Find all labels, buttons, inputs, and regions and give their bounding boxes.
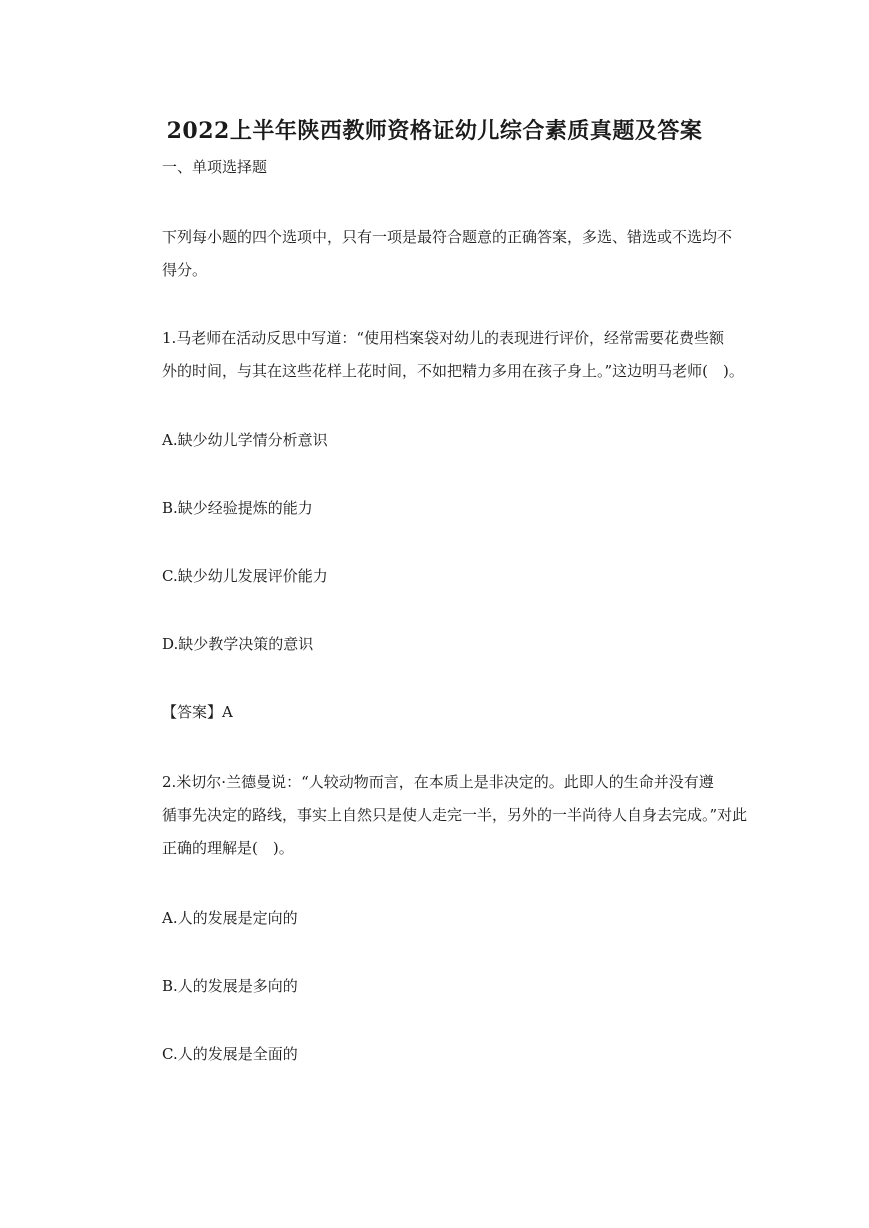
question-1-option-a: A.缺少幼儿学情分析意识 bbox=[162, 431, 328, 449]
question-1-option-b: B.缺少经验提炼的能力 bbox=[162, 499, 313, 517]
instruction-line-1: 下列每小题的四个选项中，只有一项是最符合题意的正确答案，多选、错选或不选均不 bbox=[162, 228, 733, 246]
question-2-option-b: B.人的发展是多向的 bbox=[162, 977, 298, 995]
document-title: 2022上半年陕西教师资格证幼儿综合素质真题及答案 bbox=[166, 118, 703, 144]
question-2-line-1: 2.米切尔·兰德曼说：“人较动物而言，在本质上是非决定的。此即人的生命并没有遵 bbox=[162, 773, 714, 791]
question-1-option-c: C.缺少幼儿发展评价能力 bbox=[162, 567, 328, 585]
section-heading: 一、单项选择题 bbox=[162, 158, 268, 176]
question-2-line-3: 正确的理解是( )。 bbox=[162, 839, 294, 857]
instruction-line-2: 得分。 bbox=[162, 261, 208, 279]
question-2-option-a: A.人的发展是定向的 bbox=[162, 909, 298, 927]
question-1-line-2: 外的时间，与其在这些花样上花时间，不如把精力多用在孩子身上。”这边明马老师( )。 bbox=[162, 362, 744, 380]
question-2-option-c: C.人的发展是全面的 bbox=[162, 1045, 298, 1063]
question-1-line-1: 1.马老师在活动反思中写道：“使用档案袋对幼儿的表现进行评价，经常需要花费些额 bbox=[162, 329, 724, 347]
question-1-option-d: D.缺少教学决策的意识 bbox=[162, 635, 314, 653]
question-2-line-2: 循事先决定的路线，事实上自然只是使人走完一半，另外的一半尚待人自身去完成。”对此 bbox=[162, 806, 748, 824]
question-1-answer: 【答案】A bbox=[162, 703, 233, 721]
